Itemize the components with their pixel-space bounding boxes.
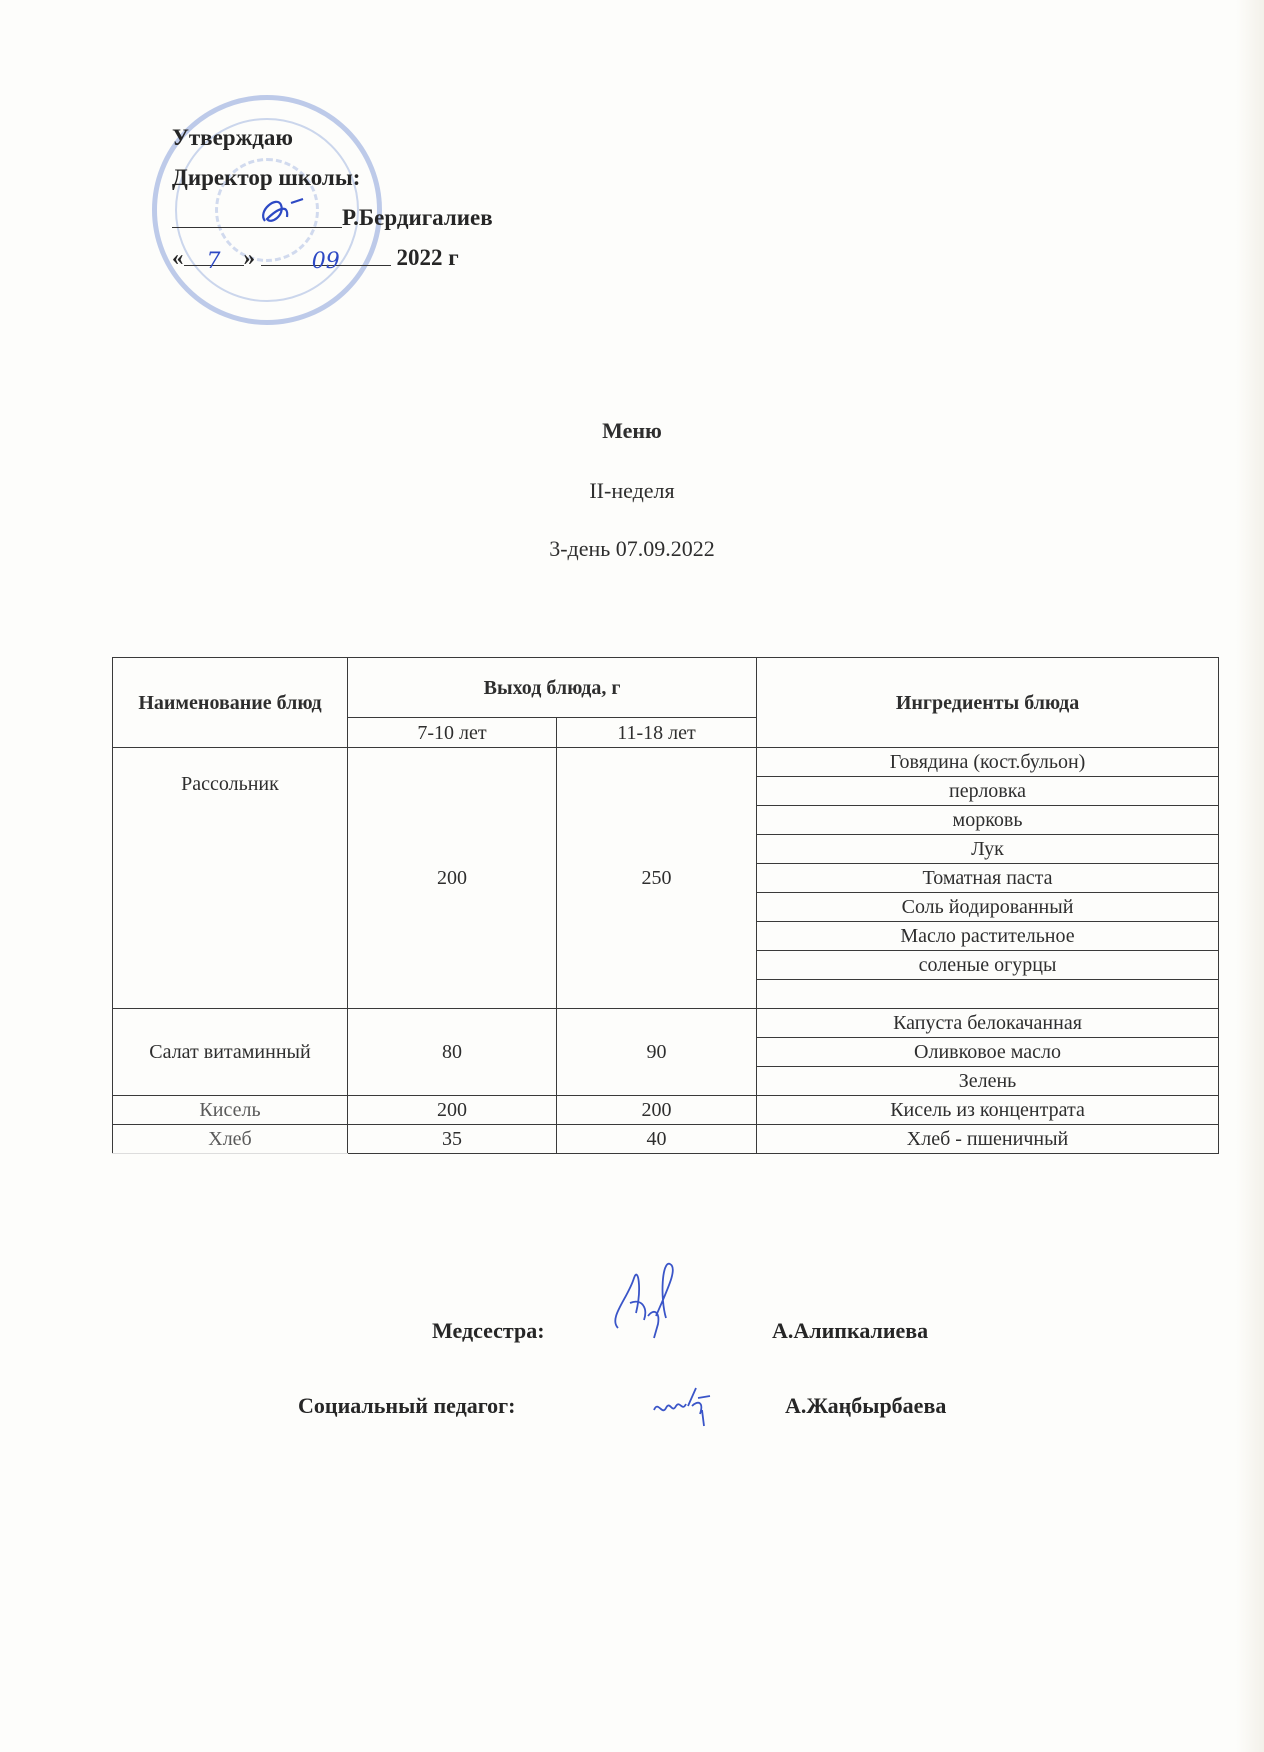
header-ingredients: Ингредиенты блюда: [757, 658, 1219, 748]
table-row: [113, 1096, 1219, 1125]
ingredient: Соль йодированный: [757, 893, 1219, 922]
approval-date-line: « 7 » 09 2022 г: [172, 238, 493, 278]
ingredient: соленые огурцы: [757, 951, 1219, 980]
ingredient: Томатная паста: [757, 864, 1219, 893]
approval-block: [172, 118, 493, 278]
director-name: Р.Бердигалиев: [342, 205, 493, 230]
dish-name: Салат витаминный: [113, 1009, 348, 1096]
social-pedagogue-role: Социальный педагог:: [298, 1393, 516, 1418]
date-month-handwritten: 09: [311, 249, 340, 274]
header-dish-name: Наименование блюд: [113, 658, 348, 748]
week-label: II-неделя: [589, 478, 675, 503]
director-signature-icon: [247, 191, 327, 231]
scan-edge-shadow: [1236, 0, 1264, 1752]
ingredient: морковь: [757, 806, 1219, 835]
approval-title: Утверждаю: [172, 125, 293, 150]
table-row: [113, 1125, 1219, 1154]
dish-yield-7-10: 80: [348, 1009, 557, 1096]
dish-yield-11-18: 200: [557, 1096, 757, 1125]
ingredient-empty: [757, 980, 1219, 1009]
ingredient: Лук: [757, 835, 1219, 864]
menu-table: [112, 657, 1219, 1154]
dish-yield-7-10: 35: [348, 1125, 557, 1154]
dish-yield-7-10: 200: [348, 748, 557, 1009]
approval-position: Директор школы:: [172, 165, 361, 190]
dish-yield-11-18: 250: [557, 748, 757, 1009]
nurse-signature-icon: [608, 1258, 688, 1348]
dish-name: Рассольник: [113, 748, 348, 1009]
table-header-row: [113, 658, 1219, 718]
ingredient: Масло растительное: [757, 922, 1219, 951]
ingredient: Хлеб - пшеничный: [757, 1125, 1219, 1154]
ingredient: перловка: [757, 777, 1219, 806]
pedagogue-signature-icon: [648, 1380, 718, 1430]
header-age-7-10: 7-10 лет: [348, 718, 557, 748]
social-pedagogue-name: А.Жаңбырбаева: [785, 1393, 947, 1418]
ingredient: Говядина (кост.бульон): [757, 748, 1219, 777]
director-signature-blank: [172, 203, 342, 228]
document-title: Меню: [602, 418, 662, 443]
ingredient: Зелень: [757, 1067, 1219, 1096]
dish-name: Хлеб: [113, 1125, 348, 1154]
ingredient: Кисель из концентрата: [757, 1096, 1219, 1125]
ingredient: Капуста белокачанная: [757, 1009, 1219, 1038]
nurse-role: Медсестра:: [432, 1318, 545, 1343]
date-day-blank: [184, 241, 244, 274]
approval-signature-line: [172, 198, 493, 238]
dish-yield-11-18: 40: [557, 1125, 757, 1154]
header-age-11-18: 11-18 лет: [557, 718, 757, 748]
ingredient: Оливковое масло: [757, 1038, 1219, 1067]
day-date-label: 3-день 07.09.2022: [549, 536, 715, 561]
date-month-blank: [261, 241, 391, 274]
dish-name: Кисель: [113, 1096, 348, 1125]
table-row: [113, 748, 1219, 777]
approval-year: 2022 г: [396, 245, 459, 270]
date-day-handwritten: 7: [206, 249, 221, 274]
table-row: [113, 1009, 1219, 1038]
nurse-name: А.Алипкалиева: [772, 1318, 929, 1343]
dish-yield-7-10: 200: [348, 1096, 557, 1125]
header-yield: Выход блюда, г: [348, 658, 757, 718]
dish-yield-11-18: 90: [557, 1009, 757, 1096]
